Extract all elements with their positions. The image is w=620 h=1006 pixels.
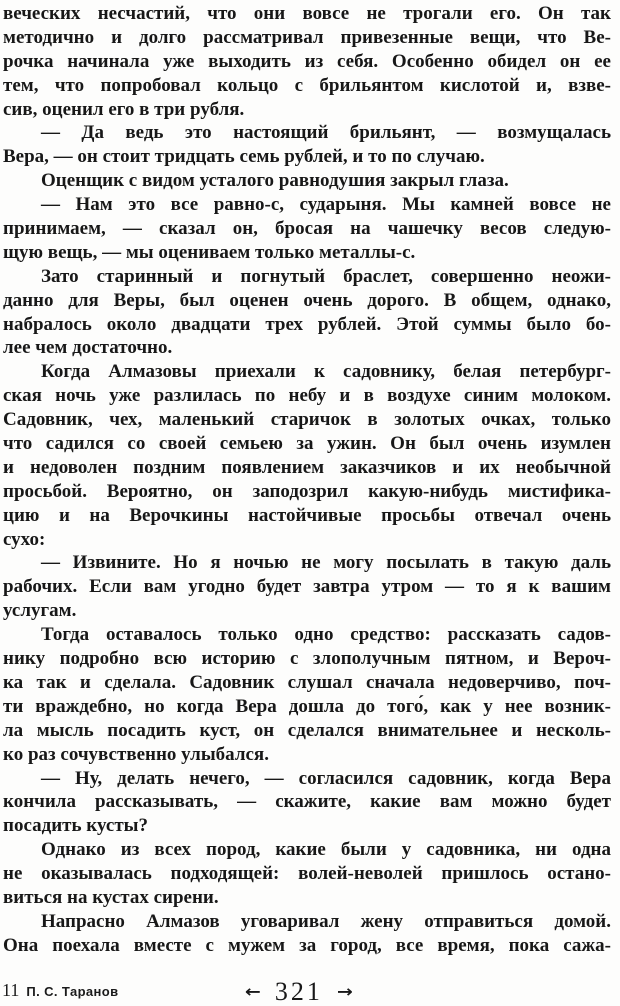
text-line: лее чем достаточно.: [3, 337, 173, 359]
text-line: цию и на Верочкины настойчивые просьбы отвечал очень: [3, 504, 611, 526]
text-line: — Нам это все равно-с, сударыня. Мы камней вовсе не: [41, 194, 611, 216]
text-line: ская ночь уже разлилась по небу и в воздухе синим молоком.: [3, 385, 611, 407]
text-line: тем, что попробовал кольцо с брильянтом кислотой и, взве-: [3, 74, 611, 96]
text-line: Садовник, чех, маленький старичок в золотых очках, только: [3, 409, 611, 431]
text-line: посадить кусты?: [3, 815, 148, 837]
next-page-arrow-icon: →: [336, 982, 353, 1001]
text-line: веческих несчастий, что они вовсе не трогали его. Он так: [3, 3, 611, 24]
prev-page-arrow-icon: ←: [245, 982, 261, 1001]
text-line: сухо:: [3, 528, 46, 550]
text-line: — Ну, делать нечего, — согласился садовник, когда Вера: [41, 767, 611, 789]
page-footer: [0, 964, 620, 1006]
text-line: рабочих. Если вам угодно будет завтра утром — то я к вашим: [3, 576, 611, 598]
text-line: виться на кустах сирени.: [3, 886, 219, 908]
signature-number: 11: [2, 980, 20, 1000]
text-line: услугам.: [3, 600, 77, 622]
text-line: Зато старинный и погнутый браслет, совершенно неожи-: [41, 265, 611, 287]
page-navigation: [245, 979, 353, 1005]
text-line: что садился со своей семьею за ужин. Он был очень изумлен: [3, 433, 611, 455]
text-line: принимаем, — сказал он, бросая на чашечку весов следую-: [3, 218, 611, 240]
text-line: данно для Веры, был оценен очень дорого. В общем, однако,: [3, 289, 611, 311]
text-line: нику подробно всю историю с злополучным пятном, и Вероч-: [3, 648, 611, 670]
text-line: ти враждебно, но когда Вера дошла до того́, как у нее возник-: [3, 695, 611, 717]
text-line: Напрасно Алмазов уговаривал жену отправиться домой.: [41, 910, 611, 932]
signature-author: П. С. Таранов: [26, 984, 119, 999]
text-line: Оценщик с видом усталого равнодушия закрыл глаза.: [41, 170, 509, 192]
text-line: просьбой. Вероятно, он заподозрил какую-нибудь мистифика-: [3, 480, 611, 502]
page-text: [3, 2, 611, 958]
text-line: Однако из всех пород, какие были у садовника, ни одна: [41, 839, 611, 861]
text-line: кончила рассказывать, — скажите, какие вам можно будет: [3, 791, 611, 813]
text-line: ла мысль посадить куст, он сделался внимательнее и несколь-: [3, 719, 611, 741]
print-signature: [2, 980, 119, 1001]
text-line: и недоволен поздним появлением заказчиков и их необычной: [3, 456, 611, 478]
text-line: — Да ведь это настоящий брильянт, — возмущалась: [41, 122, 611, 144]
text-line: щую вещь, — мы оцениваем только металлы-с.: [3, 241, 416, 263]
text-line: не оказывалась подходящей: волей-неволей пришлось остано-: [3, 863, 611, 885]
text-line: ко раз сочувственно улыбался.: [3, 743, 269, 765]
text-line: рочка начинала уже выходить из себя. Особенно обидел он ее: [3, 50, 611, 72]
text-line: Вера, — он стоит тридцать семь рублей, и то по случаю.: [3, 146, 485, 168]
text-line: — Извините. Но я ночью не могу посылать в такую даль: [41, 552, 611, 574]
text-line: Когда Алмазовы приехали к садовнику, белая петербург-: [41, 361, 611, 383]
text-line: набралось около двадцати трех рублей. Этой суммы было бо-: [3, 313, 611, 335]
text-line: ка так и сделала. Садовник слушал сначала недоверчиво, поч-: [3, 671, 611, 693]
text-line: Тогда оставалось только одно средство: рассказать садов-: [41, 624, 611, 646]
text-line: Она поехала вместе с мужем за город, все время, пока сажа-: [3, 934, 611, 956]
text-line: методично и долго рассматривал привезенные вещи, что Ве-: [3, 26, 611, 48]
text-line: сив, оценил его в три рубля.: [3, 98, 245, 120]
page-number: 321: [274, 977, 323, 1006]
